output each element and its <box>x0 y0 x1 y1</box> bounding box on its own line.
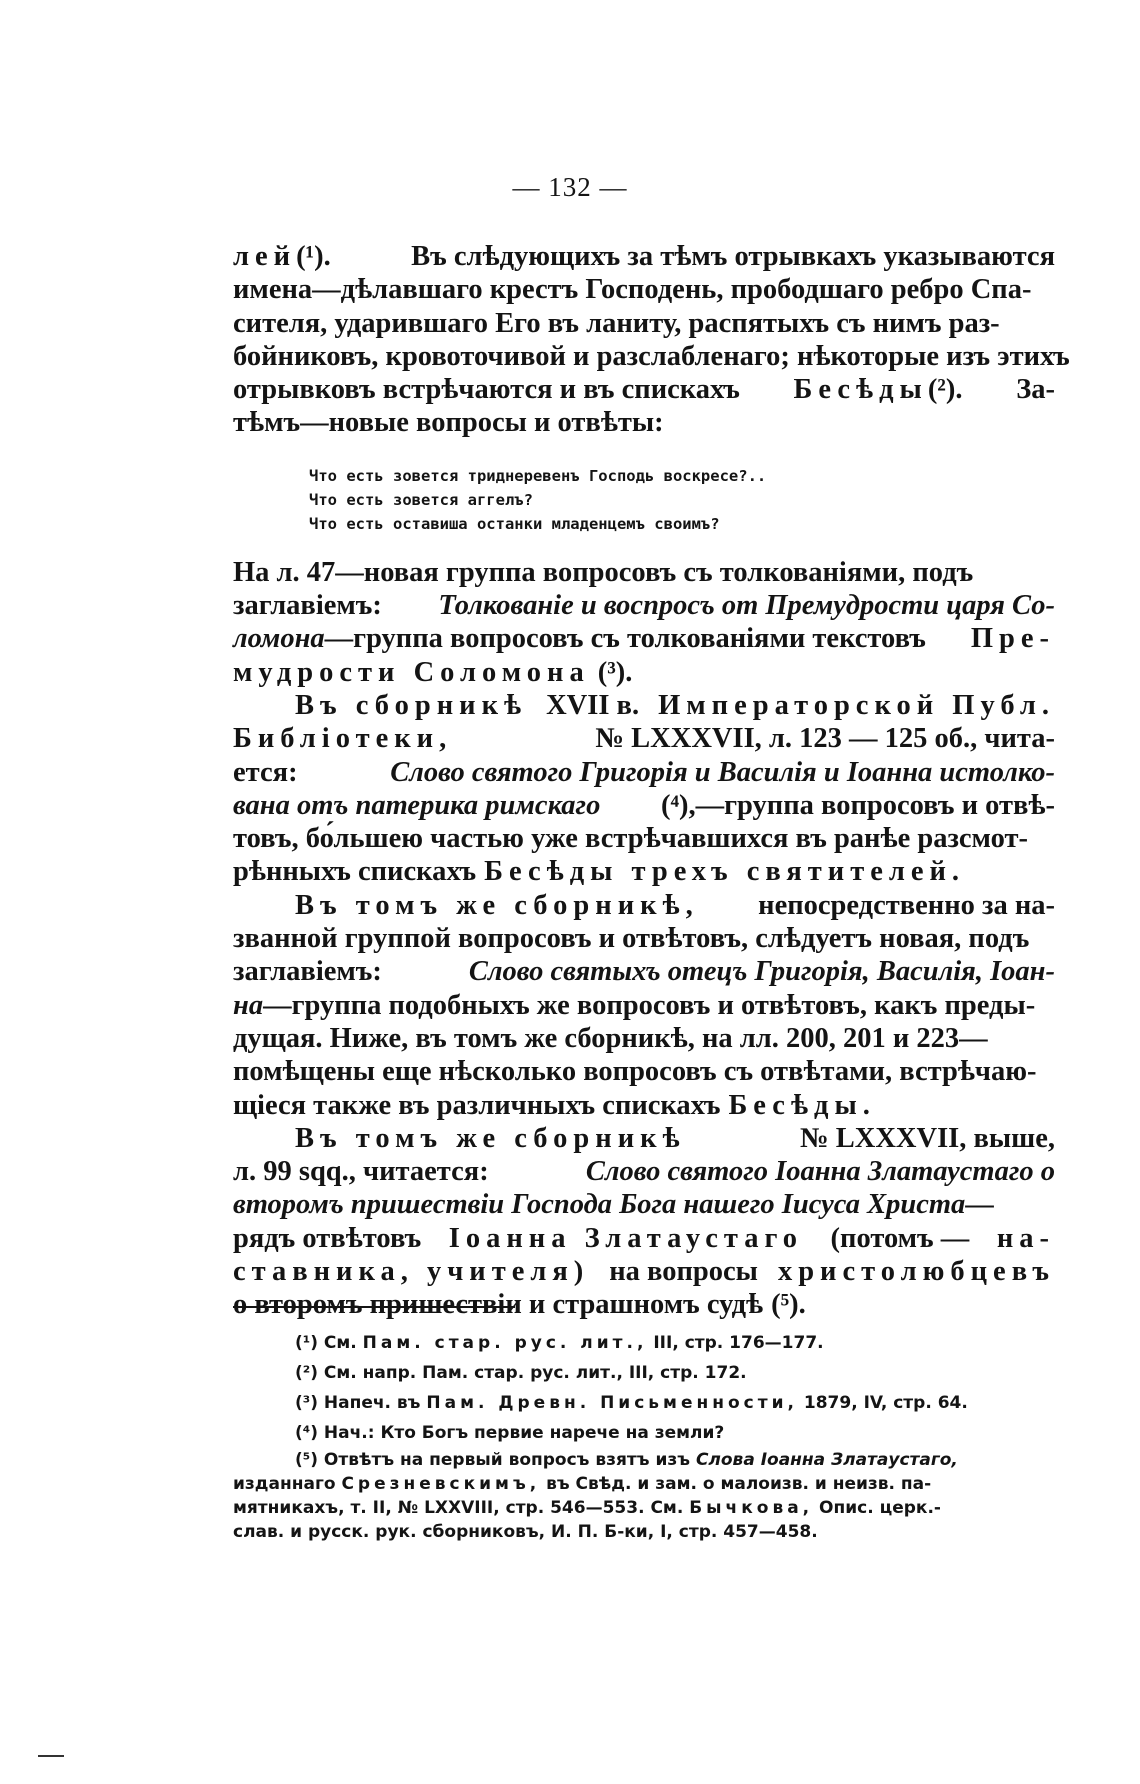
spaced-word: Императорской Публ. <box>658 689 1055 721</box>
italic-title: Слово святого Григорія и Василія и Іоанна истолко- <box>390 756 1055 788</box>
text-run: о второмъ пришествіи и страшномъ судѣ <box>233 1289 764 1321</box>
text-run: щіеся также въ различныхъ спискахъ <box>233 1089 721 1121</box>
footnotes <box>233 1328 1055 1544</box>
text-line <box>233 556 1055 589</box>
text-run: Опис. церк.- <box>819 1498 941 1518</box>
text-run: товъ, бо́льшею частью уже встрѣчавшихся въ ранѣе разсмот- <box>233 823 1028 855</box>
text-line <box>233 789 1055 822</box>
text-run: на вопросы <box>609 1256 758 1288</box>
text-run: — <box>965 1189 994 1221</box>
text-run: —группа подобныхъ же вопросовъ и отвѣтовъ, какъ преды- <box>263 989 1036 1021</box>
spaced-word: Бесѣды трехъ святителей. <box>484 856 966 888</box>
text-run: изданнаго <box>233 1474 336 1494</box>
quote-line: Что есть оставиша останки младенцемъ своимъ? <box>309 514 720 533</box>
text-run: (¹) См. <box>295 1333 357 1353</box>
text-run: Въ слѣдующихъ за тѣмъ отрывкахъ указываются <box>411 241 1055 272</box>
text-line <box>233 955 1055 988</box>
page-number: — 132 — <box>512 172 628 202</box>
text-run: непосредственно за на- <box>758 889 1055 921</box>
footnote-5 <box>233 1448 1055 1472</box>
text-run: помѣщены еще нѣсколько вопросовъ съ отвѣтами, встрѣчаю- <box>233 1056 1037 1088</box>
text-run: дущая. Ниже, въ томъ же сборникѣ, на лл. 200, 201 и 223— <box>233 1022 988 1054</box>
spaced-word: Срезневскимъ, <box>341 1474 541 1494</box>
text-run: (³) Напеч. въ <box>295 1393 421 1413</box>
footnote-ref: (¹). <box>296 241 331 272</box>
text-run: III, стр. 176—177. <box>653 1333 824 1353</box>
text-line <box>233 656 1055 689</box>
text-line <box>233 722 1055 755</box>
spaced-word: мудрости Соломона <box>233 656 590 688</box>
text-run: отрывковъ встрѣчаются и въ спискахъ <box>233 374 740 406</box>
text-line <box>233 1055 1055 1088</box>
text-run: XVII в. <box>546 689 640 721</box>
footnote-1 <box>233 1328 1055 1358</box>
text-run: 1879, IV, стр. 64. <box>803 1393 968 1413</box>
footnote-ref: (²). <box>927 374 963 406</box>
text-run: тѣмъ—новые вопросы и отвѣты: <box>233 407 664 439</box>
spaced-word: христолюбцевъ <box>777 1256 1055 1288</box>
text-run: На л. 47—новая группа вопросовъ съ толкованіями, подъ <box>233 556 974 588</box>
text-line <box>233 1222 1055 1255</box>
text-run: званной группой вопросовъ и отвѣтовъ, слѣдуетъ новая, подъ <box>233 923 1030 955</box>
footnote-3 <box>233 1388 1055 1418</box>
text-line <box>233 240 1055 273</box>
text-run: бойниковъ, кровоточивой и разслабленаго; нѣкоторые изъ этихъ <box>233 340 1070 372</box>
text-run: —группа вопросовъ съ толкованіями текстовъ <box>324 623 926 655</box>
text-line <box>233 589 1055 622</box>
text-line <box>233 989 1055 1022</box>
spaced-word: Въ томъ же сборникѣ, <box>295 889 699 921</box>
text-line <box>233 689 1055 722</box>
quote-line: Что есть зовется аггелъ? <box>309 490 533 509</box>
text-run: № LXXXVII, л. 123 — 125 об., чита- <box>595 723 1055 755</box>
text-line <box>233 1122 1055 1155</box>
text-run: За- <box>1016 374 1055 406</box>
text-run: имена—дѣлавшаго крестъ Господень, прободшаго ребро Спа- <box>233 274 1032 306</box>
quoted-questions <box>309 464 1055 536</box>
italic-title: Слово святого Іоанна Златаустаго о <box>585 1156 1055 1188</box>
footnote-ref: (⁵). <box>771 1289 806 1321</box>
footnote-5-cont <box>233 1496 1055 1520</box>
text-run: сителя, ударившаго Его въ ланиту, распятыхъ съ нимъ раз- <box>233 307 1000 339</box>
spaced-word: Въ томъ же сборникѣ <box>295 1122 686 1154</box>
text-line <box>233 1089 1055 1122</box>
text-line <box>233 273 1055 306</box>
text-run: заглавіемъ: <box>233 590 382 622</box>
spaced-word: Пре- <box>970 623 1055 655</box>
italic-title: Слова Іоанна Златаустаго, <box>695 1450 958 1470</box>
footnote-5-cont <box>233 1472 1055 1496</box>
text-run: рѣнныхъ спискахъ <box>233 856 477 888</box>
text-line <box>233 756 1055 789</box>
margin-mark <box>38 1755 64 1757</box>
footnote-2: (²) См. напр. Пам. стар. рус. лит., III, стр. 172. <box>295 1363 747 1383</box>
footnote-divider <box>233 1306 515 1308</box>
italic-title: на <box>233 989 264 1021</box>
italic-title: ломона <box>233 623 325 655</box>
text-run: (⁵) Отвѣтъ на первый вопросъ взятъ изъ <box>295 1450 691 1470</box>
text-line <box>233 922 1055 955</box>
text-run: № LXXXVII, выше, <box>799 1122 1055 1154</box>
text-line <box>233 373 1055 406</box>
text-line <box>233 889 1055 922</box>
spaced-word: Бесѣды <box>793 374 928 406</box>
text-line <box>233 307 1055 340</box>
text-line <box>233 1288 1055 1321</box>
italic-title: второмъ пришествіи Господа Бога нашего Іисуса Христа <box>233 1189 966 1221</box>
text-run: мятникахъ, т. II, № LXXVIII, стр. 546—553. См. <box>233 1498 684 1518</box>
spaced-word: Іоанна Златаустаго <box>448 1222 804 1254</box>
footnote-4: (⁴) Нач.: Кто Богъ первие нарече на земли? <box>295 1423 725 1443</box>
main-text <box>233 240 1070 1322</box>
text-line <box>233 855 1055 888</box>
text-run: (⁴),—группа вопросовъ и отвѣ- <box>660 789 1055 821</box>
quote-line: Что есть зовется триднеревенъ Господь воскресе?.. <box>309 466 767 485</box>
text-line <box>233 1188 1055 1221</box>
text-line <box>233 406 1055 439</box>
text-line <box>233 1022 1055 1055</box>
text-line <box>233 622 1055 655</box>
spaced-word: Бычкова, <box>689 1498 814 1518</box>
spaced-word: Пам. стар. рус. лит., <box>362 1333 648 1353</box>
text-line <box>233 1155 1055 1188</box>
text-line <box>233 340 1070 373</box>
spaced-word: Въ сборникѣ <box>295 689 528 721</box>
italic-title: Толкованіе и воспросъ от Премудрости царя Со- <box>438 590 1055 622</box>
spaced-word: Пам. Древн. Письменности, <box>426 1393 798 1413</box>
text-run: рядъ отвѣтовъ <box>233 1222 422 1254</box>
spaced-word: Библіотеки, <box>233 723 453 755</box>
footnote-5-cont: слав. и русск. рук. сборниковъ, И. П. Б-ки, I, стр. 457—458. <box>233 1522 818 1542</box>
spaced-word: лей <box>233 241 297 272</box>
spaced-word: на- <box>996 1222 1055 1254</box>
text-run: ется: <box>233 756 298 788</box>
text-run: л. 99 sqq., читается: <box>233 1156 489 1188</box>
text-run: (потомъ — <box>830 1222 970 1254</box>
spaced-word: ставника, учителя) <box>233 1256 590 1288</box>
footnote-ref: (³). <box>597 656 633 688</box>
text-run: заглавіемъ: <box>233 956 382 988</box>
italic-title: Слово святыхъ отецъ Григорія, Василія, Іоан- <box>468 956 1055 988</box>
text-line <box>233 1255 1055 1288</box>
text-run: въ Свѣд. и зам. о малоизв. и неизв. па- <box>546 1474 932 1494</box>
italic-title: вана отъ патерика римскаго <box>233 789 601 821</box>
text-line <box>233 822 1055 855</box>
spaced-word: Бесѣды. <box>728 1089 876 1121</box>
